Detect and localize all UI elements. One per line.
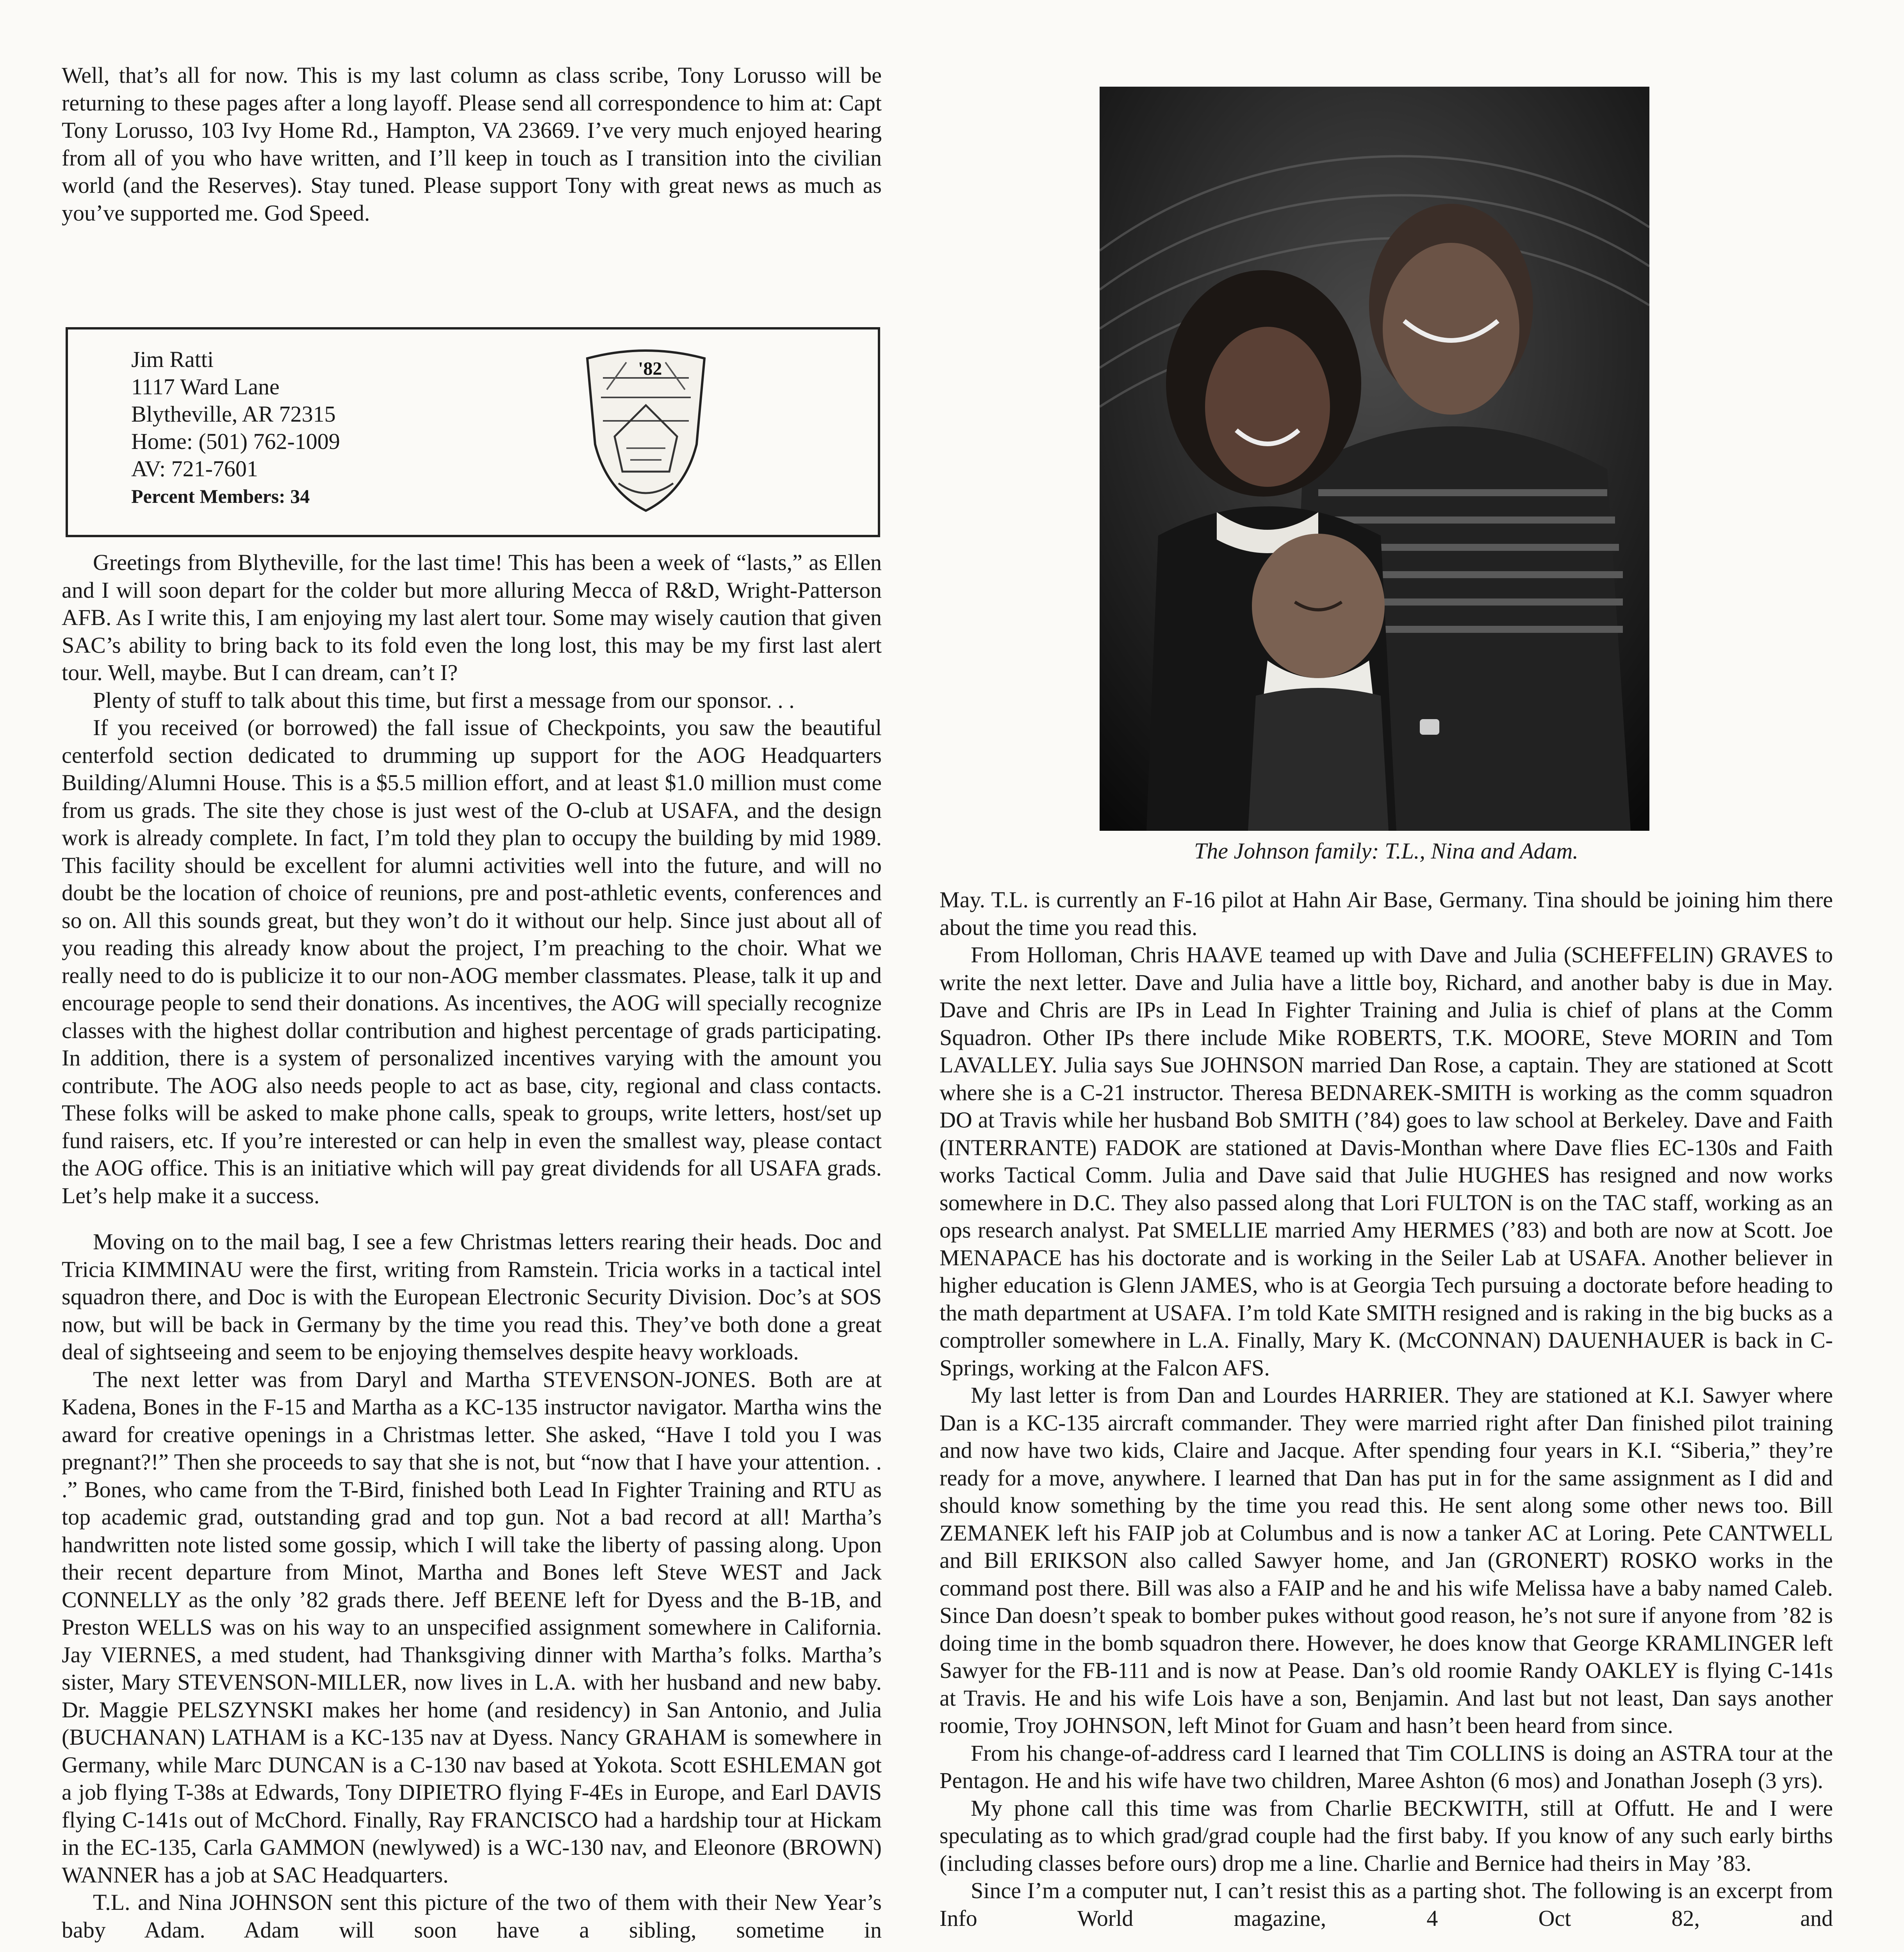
scribe-name: Jim Ratti xyxy=(131,347,214,372)
left-column xyxy=(62,62,882,227)
paragraph: If you received (or borrowed) the fall issue of Checkpoints, you saw the beautiful centerfold section dedicated to drumming up support for the AOG Headquarters Building/Alumni House. This is a $5.5 million effort, and at least $1.0 million must come from us grads. The site they chose is just west of the O-club at USAFA, and the design work is already complete. In fact, I’m told they plan to occupy the building by mid 1989. This facility should be excellent for alumni activities well into the future, and will no doubt be the location of choice of reunions, pre and post-athletic events, conferences and so on. All this sounds great, but they won’t do it without our help. Since just about all of you reading this already know about the project, I’m preaching to the choir. What we really need to do is publicize it to our non-AOG member classmates. Please, talk it up and encourage people to send their donations. As incentives, the AOG will specially recognize classes with the highest dollar contribution and highest percentage of grads participating. In addition, there is a system of personalized incentives varying with the amount you contribute. The AOG also needs people to act as base, city, regional and class contacts. These folks will be asked to make phone calls, speak to groups, write letters, host/set up fund raisers, etc. If you’re interested or can help in even the smallest way, please contact the AOG office. This is an initiative which will pay great dividends for all USAFA grads. Let’s help make it a success. xyxy=(62,715,882,1208)
family-photo xyxy=(1100,87,1649,831)
crest-label: '82 xyxy=(638,358,662,379)
intro-paragraph: Well, that’s all for now. This is my last column as class scribe, Tony Lorusso will be returning to these pages after a long layoff. Please send all correspondence to him at: Capt Tony Lorusso, 103 Ivy Home Rd., Hampton, VA 23669. I’ve very much enjoyed hearing from all of you who have written, and I’ll keep in touch as I transition into the civilian world (and the Reserves). Stay tuned. Please support Tony with great news as much as you’ve supported me. God Speed. xyxy=(62,62,882,226)
right-column xyxy=(940,886,1833,1932)
left-column-body xyxy=(62,549,882,1944)
paragraph: My last letter is from Dan and Lourdes HARRIER. They are stationed at K.I. Sawyer where Dan is a KC-135 aircraft commander. They were married right after Dan finished pilot training and now have two kids, Claire and Jacque. After spending four years in K.I. “Siberia,” they’re ready for a move, anywhere. I learned that Dan has put in for the same assignment as I did and should know something by the time you read this. He sent along some other news too. Bill ZEMANEK left his FAIP job at Columbus and is now a tanker AC at Loring. Pete CANTWELL and Bill ERIKSON also called Sawyer home, and Jan (GRONERT) ROSKO works in the command post there. Bill was also a FAIP and he and his wife Melissa have a baby named Caleb. Since Dan doesn’t speak to bomber pukes without good reason, he’s not sure if anyone from ’82 is doing time in the bomb squadron there. However, he does know that George KRAMLINGER left Sawyer for the FB-111 and is now at Pease. Dan’s old roomie Randy OAKLEY is flying C-141s at Travis. He and his wife Lois have a son, Benjamin. And last but not least, Dan says another roomie, Troy JOHNSON, left Minot for Guam and hasn’t been heard from since. xyxy=(940,1382,1833,1738)
scribe-city: Blytheville, AR 72315 xyxy=(131,401,336,427)
paragraph: May. T.L. is currently an F-16 pilot at Hahn Air Base, Germany. Tina should be joining him there about the time you read this. xyxy=(940,887,1833,940)
scribe-av-phone: AV: 721-7601 xyxy=(131,456,258,481)
paragraph: From Holloman, Chris HAAVE teamed up with Dave and Julia (SCHEFFELIN) GRAVES to write the next letter. Dave and Julia have a little boy, Richard, and another baby is due in May. Dave and Chris are IPs in Lead In Fighter Training and Julia is chief of plans at the Comm Squadron. Other IPs there include Mike ROBERTS, T.K. MOORE, Steve MORIN and Tom LAVALLEY. Julia says Sue JOHNSON married Dan Rose, a captain. They are stationed at Scott where she is a C-21 instructor. Theresa BEDNAREK-SMITH is working as the comm squadron DO at Travis while her husband Bob SMITH (’84) goes to law school at Berkeley. Dave and Faith (INTERRANTE) FADOK are stationed at Davis-Monthan where Dave flies EC-130s and Faith works Tactical Comm. Julia and Dave said that Julie HUGHES has resigned and now works somewhere in D.C. They also passed along that Lori FULTON is on the TAC staff, working as an ops research analyst. Pat SMELLIE married Amy HERMES (’83) and both are now at Scott. Joe MENAPACE has his doctorate and is working in the Seiler Lab at USAFA. Another believer in higher education is Glenn JAMES, who is at Georgia Tech pursuing a doctorate before heading to the math department at USAFA. I’m told Kate SMITH resigned and is raking in the big bucks as a comptroller somewhere in L.A. Finally, Mary K. (McCONNAN) DAUENHAUER is back in C-Springs, working at the Falcon AFS. xyxy=(940,942,1833,1380)
percent-members: Percent Members: 34 xyxy=(131,485,310,507)
paragraph: Moving on to the mail bag, I see a few Christmas letters rearing their heads. Doc and Tricia KIMMINAU were the first, writing from Ramstein. Tricia works in a tactical intel squadron there, and Doc is with the European Electronic Security Division. Doc’s at SOS now, but will be back in Germany by the time you read this. They’ve both done a great deal of sightseeing and seem to be enjoying themselves despite heavy workloads. xyxy=(62,1229,882,1364)
paragraph: T.L. and Nina JOHNSON sent this picture of the two of them with their New Year’s baby Adam. Adam will soon have a sibling, sometime in xyxy=(62,1890,882,1943)
photo-caption: The Johnson family: T.L., Nina and Adam. xyxy=(1194,838,1578,864)
paragraph: My phone call this time was from Charlie BECKWITH, still at Offutt. He and I were speculating as to which grad/grad couple had the first baby. If you know of any such early births (including classes before ours) drop me a line. Charlie and Bernice had theirs in May ’83. xyxy=(940,1795,1833,1876)
scribe-street: 1117 Ward Lane xyxy=(131,374,280,399)
scribe-address-box xyxy=(66,327,880,537)
address-lines xyxy=(131,346,340,510)
scribe-home-phone: Home: (501) 762-1009 xyxy=(131,429,340,454)
paragraph: Greetings from Blytheville, for the last time! This has been a week of “lasts,” as Ellen and I will soon depart for the colder but more alluring Mecca of R&D, Wright-Patterson AFB. As I write this, I am enjoying my last alert tour. Some may wisely caution that given SAC’s ability to bring back to its fold even the long lost, this may be my first last alert tour. Well, maybe. But I can dream, can’t I? xyxy=(62,550,882,685)
paragraph: Since I’m a computer nut, I can’t resist this as a parting shot. The following is an excerpt from Info World magazine, 4 Oct 82, and xyxy=(940,1878,1833,1931)
paragraph: Plenty of stuff to talk about this time, but first a message from our sponsor. . . xyxy=(93,687,795,713)
paragraph: The next letter was from Daryl and Martha STEVENSON-JONES. Both are at Kadena, Bones in the F-15 and Martha as a KC-135 instructor navigator. Martha wins the award for creative openings in a Christmas letter. She asked, “Have I told you I was pregnant?!” Then she proceeds to say that she is not, but “now that I have your attention. . .” Bones, who came from the T-Bird, finished both Lead In Fighter Training and RTU as top academic grad, outstanding grad and top gun. Not a bad record at all! Martha’s handwritten note listed some gossip, which I will take the liberty of passing along. Upon their recent departure from Minot, Martha and Bones left Steve WEST and Jack CONNELLY as the only ’82 grads there. Jeff BEENE left for Dyess and the B-1B, and Preston WELLS was on his way to an unspecified assignment somewhere in California. Jay VIERNES, a med student, had Thanksgiving dinner with Martha’s folks. Martha’s sister, Mary STEVENSON-MILLER, now lives in L.A. with her husband and new baby. Dr. Maggie PELSZYNSKI makes her home (and residency) in San Antonio, and Julia (BUCHANAN) LATHAM is a KC-135 nav at Dyess. Nancy GRAHAM is somewhere in Germany, while Marc DUNCAN is a C-130 nav based at Yokota. Scott ESHLEMAN got a job flying T-38s at Edwards, Tony DIPIETRO flying F-4Es in Europe, and Earl DAVIS flying C-141s out of McChord. Finally, Ray FRANCISCO had a hardship tour at Hickam in the EC-135, Carla GAMMON (newlywed) is a WC-130 nav, and Eleonore (BROWN) WANNER has a job at SAC Headquarters. xyxy=(62,1366,882,1888)
paragraph: From his change-of-address card I learned that Tim COLLINS is doing an ASTRA tour at the Pentagon. He and his wife have two children, Maree Ashton (6 mos) and Jonathan Joseph (3 yrs). xyxy=(940,1740,1833,1793)
class-crest-icon xyxy=(579,347,712,515)
